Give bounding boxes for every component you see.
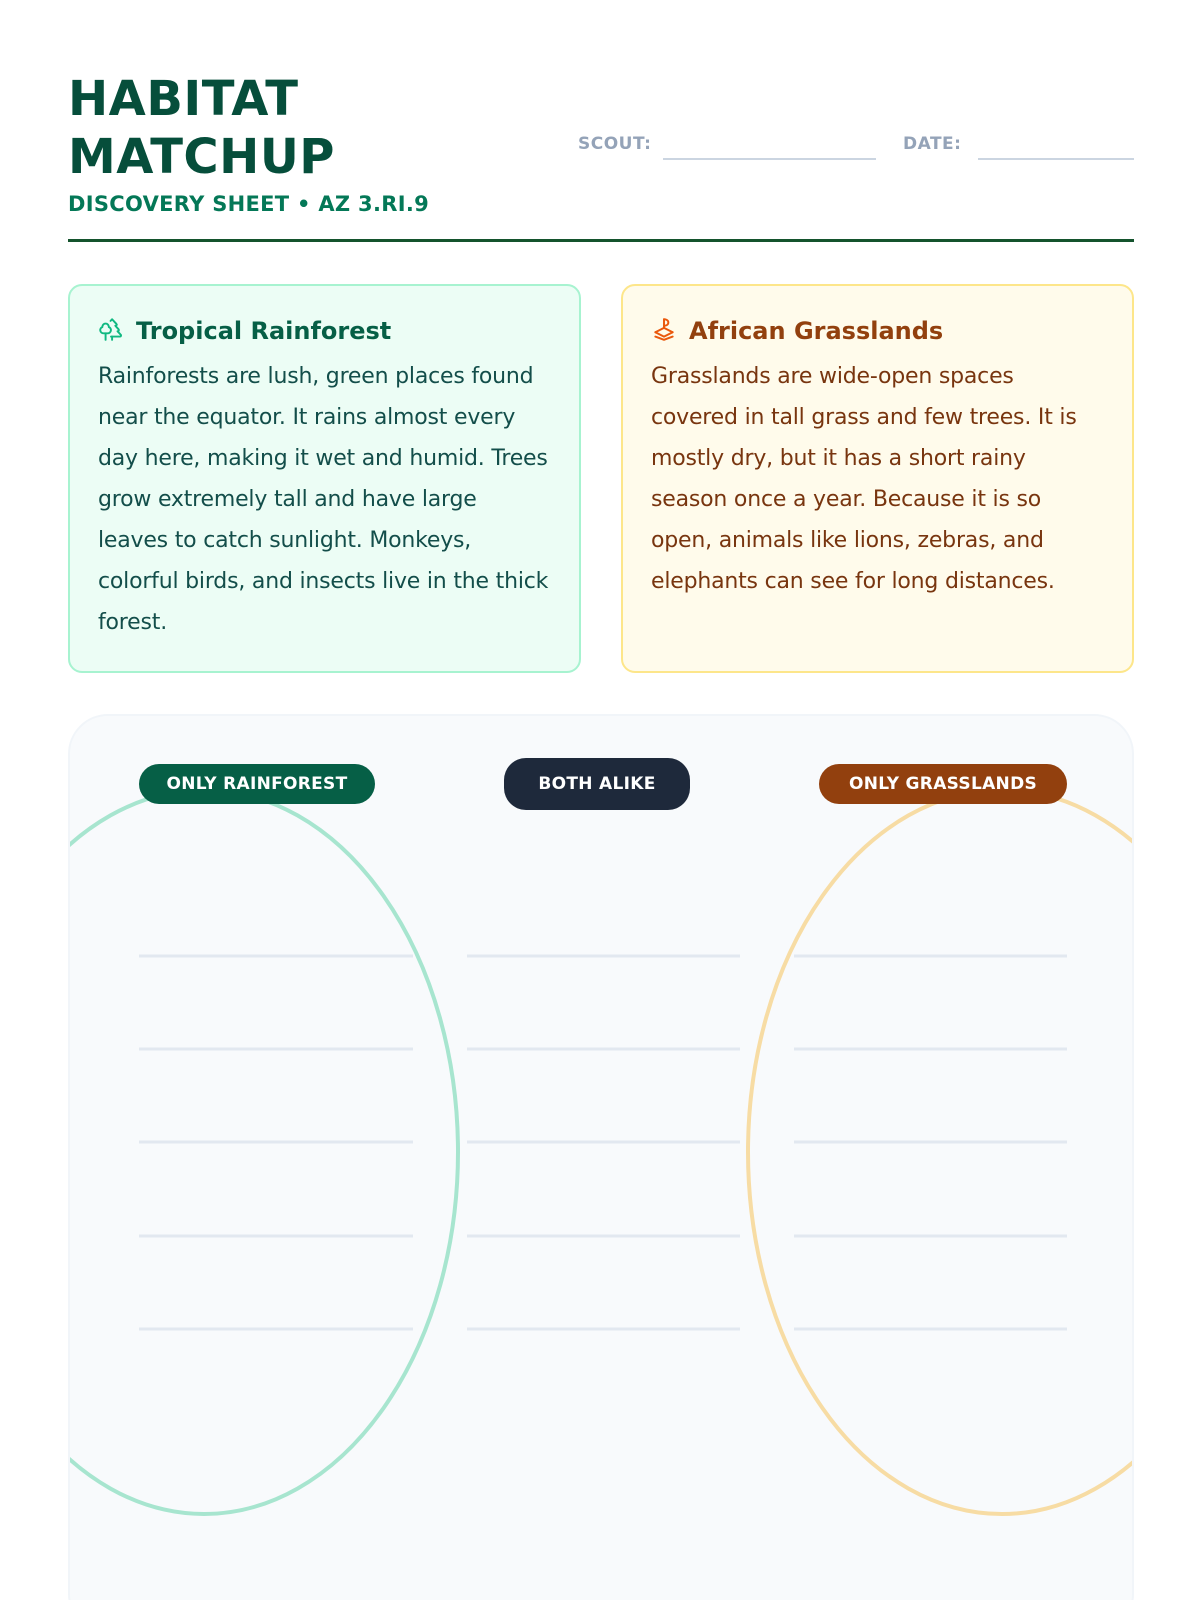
date-label: DATE: xyxy=(903,134,962,154)
both-alike-label: BOTH ALIKE xyxy=(504,758,690,810)
scout-name-field[interactable] xyxy=(663,158,876,160)
only-rainforest-label: ONLY RAINFOREST xyxy=(139,764,375,804)
rainforest-description: Rainforests are lush, green places found near the equator. It rains almost every day here, making it wet and humid. Trees grow extremely tall and have large leaves to catch sunlight. Monkeys, colorful birds, and insects live in the thick forest. xyxy=(98,364,549,635)
venn-diagram xyxy=(68,714,1134,1600)
scout-label: SCOUT: xyxy=(578,134,652,154)
rainforest-circle xyxy=(70,790,458,1514)
grasslands-description: Grasslands are wide-open spaces covered in tall grass and few trees. It is mostly dry, but it has a short rainy season once a year. Because it is so open, animals like lions, zebras, and elephants can see for long distances. xyxy=(651,364,1077,594)
only-grasslands-label: ONLY GRASSLANDS xyxy=(819,764,1067,804)
worksheet-header xyxy=(68,70,1134,242)
page-subtitle: DISCOVERY SHEET • AZ 3.RI.9 xyxy=(68,192,430,216)
grasslands-title: African Grasslands xyxy=(689,317,944,345)
rainforest-title: Tropical Rainforest xyxy=(136,317,392,345)
page-title: HABITAT MATCHUP xyxy=(68,71,335,185)
grasslands-card xyxy=(621,284,1134,673)
grass-icon xyxy=(651,316,677,346)
venn-circles xyxy=(70,716,1134,1600)
tree-icon xyxy=(98,316,124,346)
rainforest-card xyxy=(68,284,581,673)
date-field[interactable] xyxy=(978,158,1134,160)
grasslands-circle xyxy=(748,790,1134,1514)
